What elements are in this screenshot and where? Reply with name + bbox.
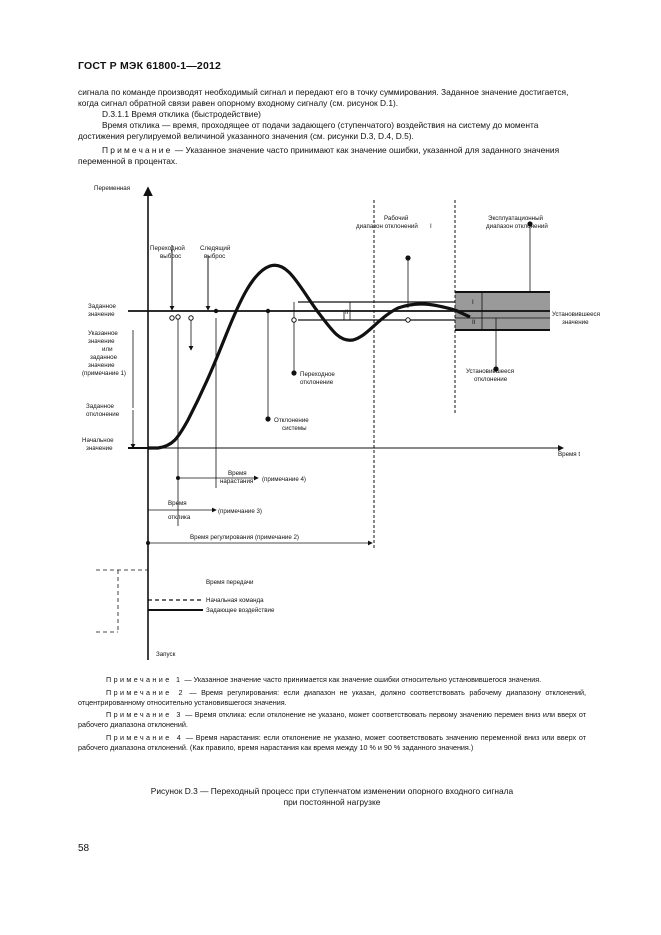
svg-text:выброс: выброс bbox=[160, 253, 182, 260]
svg-text:Запуск: Запуск bbox=[156, 651, 176, 658]
svg-text:системы: системы bbox=[282, 425, 307, 432]
caption-line-1: Рисунок D.3 — Переходный процесс при ступенчатом изменении опорного входного сигнала bbox=[150, 786, 514, 796]
svg-text:выброс: выброс bbox=[204, 253, 226, 260]
svg-text:Время: Время bbox=[168, 500, 187, 507]
note-1: Примечание 1 — Указанное значение часто принимается как значение ошибки относительно установившегося значения. bbox=[106, 675, 542, 684]
page-number: 58 bbox=[78, 843, 90, 854]
svg-text:значение: значение bbox=[88, 311, 115, 318]
transient-response-figure bbox=[78, 180, 600, 670]
svg-text:Время: Время bbox=[228, 470, 247, 477]
svg-text:заданное: заданное bbox=[90, 354, 118, 361]
svg-text:Время передачи: Время передачи bbox=[206, 579, 254, 586]
svg-text:или: или bbox=[102, 346, 113, 353]
svg-text:Установившееся: Установившееся bbox=[466, 368, 514, 375]
svg-text:(примечание 3): (примечание 3) bbox=[218, 508, 262, 515]
figure-svg bbox=[78, 180, 600, 670]
intro-text bbox=[78, 87, 586, 167]
figure-notes bbox=[78, 675, 586, 755]
svg-text:отклика: отклика bbox=[168, 514, 191, 521]
svg-text:Эксплуатационный: Эксплуатационный bbox=[488, 215, 543, 222]
note-2: Примечание 2 — Время регулирования: если диапазон не указан, должно соответствовать рабочему диапазону отклонений, отцентрированному относительно установившегося значения. bbox=[78, 687, 586, 707]
svg-text:I: I bbox=[472, 299, 474, 306]
response-curve bbox=[148, 265, 470, 448]
intro-note bbox=[78, 145, 586, 167]
note-3: Примечание 3 — Время отклика: если отклонение не указано, может соответствовать первому значению перемен вниз или вверх от рабочего диапазона отклонений. bbox=[78, 710, 586, 729]
svg-text:диапазон отклонений: диапазон отклонений bbox=[486, 223, 548, 230]
note-4: Примечание 4 — Время нарастания: если отклонение не указано, может соответствовать значению переменной вниз или вверх от рабочего диапазона отклонений. (Как правило, время нарастания как время между 10 % и 90 % заданного значения.) bbox=[78, 732, 586, 752]
section-heading: D.3.1.1 Время отклика (быстродействие) bbox=[102, 109, 261, 119]
svg-text:Время регулирования (примечани: Время регулирования (примечание 2) bbox=[190, 534, 299, 541]
svg-text:Указанное: Указанное bbox=[88, 330, 118, 337]
intro-note-label: Примечание bbox=[102, 145, 173, 155]
svg-text:I: I bbox=[430, 223, 432, 230]
svg-text:значение: значение bbox=[88, 362, 115, 369]
intro-paragraph-2: Время отклика — время, проходящее от подачи задающего (ступенчатого) воздействия на систему до момента достижения регулируемой величиной указанного значения (см. рисунки D.3, D.4, D.5). bbox=[78, 120, 539, 141]
svg-text:Начальное: Начальное bbox=[82, 437, 114, 444]
intro-note-text: — Указанное значение часто принимают как значение ошибки, указанной для заданного значения переменной в процентах. bbox=[78, 145, 560, 166]
svg-text:(примечание 1): (примечание 1) bbox=[82, 370, 126, 377]
svg-text:Рабочий: Рабочий bbox=[384, 215, 409, 222]
svg-text:Начальная команда: Начальная команда bbox=[206, 597, 264, 604]
svg-text:нарастания: нарастания bbox=[220, 478, 254, 485]
caption-line-2: при постоянной нагрузке bbox=[283, 797, 381, 807]
svg-text:значение: значение bbox=[562, 319, 589, 326]
x-axis-label: Время t bbox=[558, 451, 581, 458]
y-axis-label: Переменная bbox=[94, 185, 131, 192]
svg-text:Следящий: Следящий bbox=[200, 245, 231, 252]
svg-text:значение: значение bbox=[88, 338, 115, 345]
svg-text:II: II bbox=[345, 309, 349, 316]
svg-text:Заданное: Заданное bbox=[86, 403, 114, 410]
svg-text:Переходное: Переходное bbox=[300, 371, 335, 378]
svg-text:диапазон отклонений: диапазон отклонений bbox=[356, 223, 418, 230]
svg-text:(примечание 4): (примечание 4) bbox=[262, 476, 306, 483]
svg-text:Заданное: Заданное bbox=[88, 303, 116, 310]
svg-text:Переходной: Переходной bbox=[150, 245, 185, 252]
svg-text:отклонение: отклонение bbox=[86, 411, 120, 418]
svg-text:Отклонение: Отклонение bbox=[274, 417, 309, 424]
svg-text:II: II bbox=[472, 319, 476, 326]
svg-text:отклонение: отклонение bbox=[474, 376, 508, 383]
svg-text:значение: значение bbox=[86, 445, 113, 452]
svg-text:Задающее воздействие: Задающее воздействие bbox=[206, 607, 275, 614]
svg-text:отклонение: отклонение bbox=[300, 379, 334, 386]
intro-paragraph-1: сигнала по команде производят необходимый сигнал и передают его в точку суммирования. Заданное значение достигается, когда сигнал обратной связи равен опорному входному сигналу (см. рисунок D.1). bbox=[78, 87, 569, 108]
svg-text:Установившееся: Установившееся bbox=[552, 311, 600, 318]
document-header: ГОСТ Р МЭК 61800-1—2012 bbox=[78, 60, 222, 72]
figure-caption bbox=[78, 786, 586, 808]
